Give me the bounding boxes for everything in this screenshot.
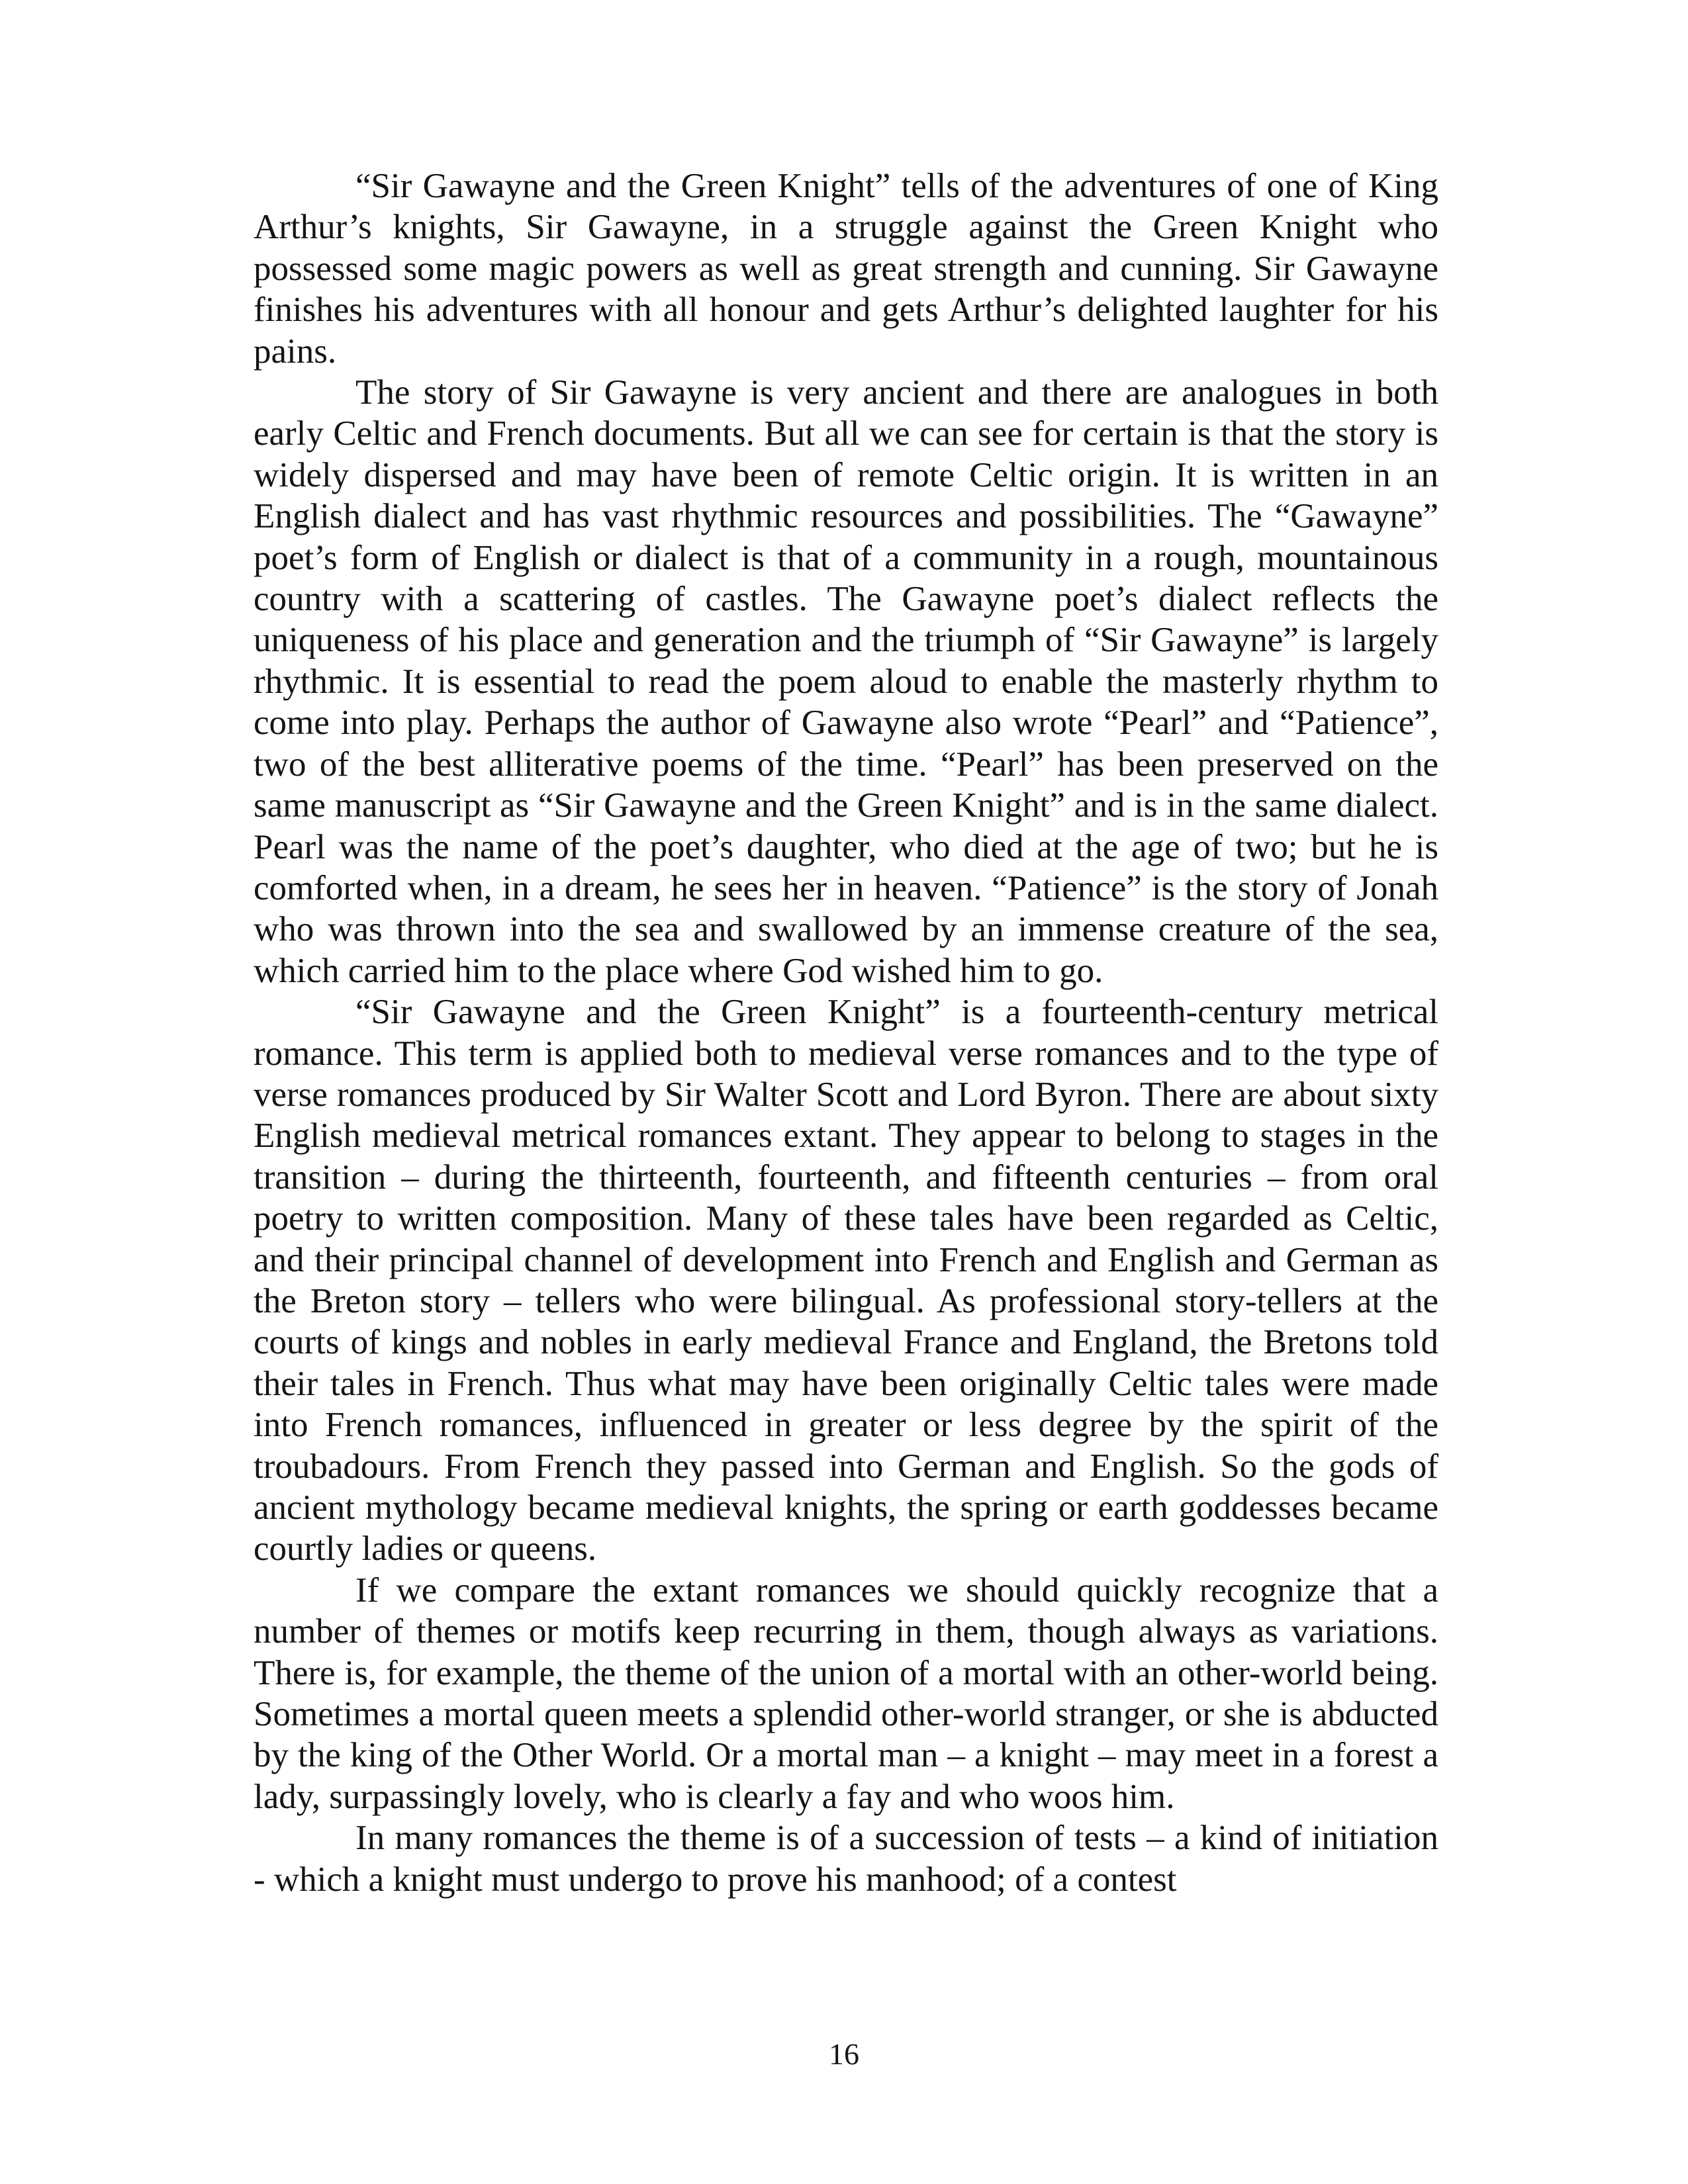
paragraph-metrical-romance: “Sir Gawayne and the Green Knight” is a fourteenth-century metrical romance. This term is applied both to medieval verse romances and to the type of verse romances produced by Sir Walter Scott and Lord Byron. There are about sixty English medieval metrical romances extant. They appear to belong to stages in the transition – during the thirteenth, fourteenth, and fifteenth centuries – from oral poetry to written composition. Many of these tales have been regarded as Celtic, and their principal channel of development into French and English and German as the Breton story – tellers who were bilingual. As professional story-tellers at the courts of kings and nobles in early medieval France and England, the Bretons told their tales in French. Thus what may have been originally Celtic tales were made into French romances, influenced in greater or less degree by the spirit of the troubadours. From French they passed into German and English. So the gods of ancient mythology became medieval knights, the spring or earth goddesses became courtly ladies or queens. bbox=[254, 993, 1438, 1569]
page-number: 16 bbox=[829, 2037, 859, 2071]
paragraph-succession-of-tests: In many romances the theme is of a succession of tests – a kind of initiation - which a knight must undergo to prove his manhood; of a contest bbox=[254, 1819, 1438, 1899]
body-text bbox=[254, 165, 1438, 1900]
paragraph-gawayne-summary: “Sir Gawayne and the Green Knight” tells of the adventures of one of King Arthur’s knights, Sir Gawayne, in a struggle against the Green Knight who possessed some magic powers as well as great strength and cunning. Sir Gawayne finishes his adventures with all honour and gets Arthur’s delighted laughter for his pains. bbox=[254, 167, 1438, 371]
paragraph-story-origins: The story of Sir Gawayne is very ancient and there are analogues in both early Celtic and French documents. But all we can see for certain is that the story is widely dispersed and may have been of remote Celtic origin. It is written in an English dialect and has vast rhythmic resources and possibilities. The “Gawayne” poet’s form of English or dialect is that of a community in a rough, mountainous country with a scattering of castles. The Gawayne poet’s dialect reflects the uniqueness of his place and generation and the triumph of “Sir Gawayne” is largely rhythmic. It is essential to read the poem aloud to enable the masterly rhythm to come into play. Perhaps the author of Gawayne also wrote “Pearl” and “Patience”, two of the best alliterative poems of the time. “Pearl” has been preserved on the same manuscript as “Sir Gawayne and the Green Knight” and is in the same dialect. Pearl was the name of the poet’s daughter, who died at the age of two; but he is comforted when, in a dream, he sees her in heaven. “Patience” is the story of Jonah who was thrown into the sea and swallowed by an immense creature of the sea, which carried him to the place where God wished him to go. bbox=[254, 373, 1438, 990]
paragraph-recurring-themes: If we compare the extant romances we should quickly recognize that a number of themes or motifs keep recurring in them, though always as variations. There is, for example, the theme of the union of a mortal with an other-world being. Sometimes a mortal queen meets a splendid other-world stranger, or she is abducted by the king of the Other World. Or a mortal man – a knight – may meet in a forest a lady, surpassingly lovely, who is clearly a fay and who woos him. bbox=[254, 1570, 1438, 1816]
